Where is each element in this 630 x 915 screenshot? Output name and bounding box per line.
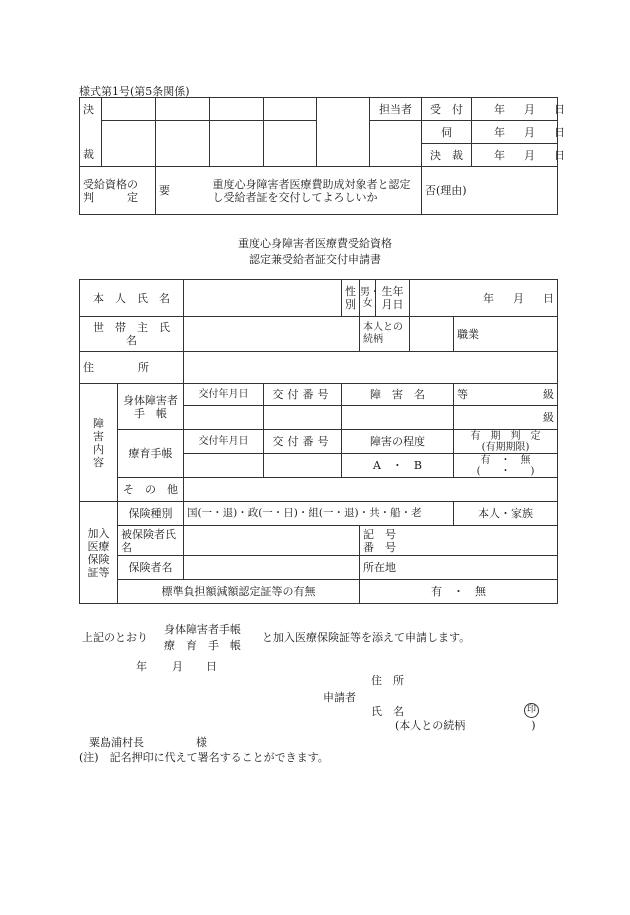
cert-label: 標準負担額減額認定証等の有無 (118, 580, 360, 604)
stamp-cell[interactable] (156, 121, 210, 167)
inquiry-label: 伺 (422, 121, 472, 144)
job-label: 職業 (457, 327, 479, 341)
issue-no-input[interactable] (264, 406, 342, 430)
note: (注) 記名押印に代えて署名することができます。 (79, 751, 329, 764)
tantousha-label: 担当者 (370, 98, 422, 121)
stamp-cell[interactable] (102, 121, 156, 167)
page-title: 重度心身障害者医療費受給資格 認定兼受給者証交付申請書 (238, 237, 392, 266)
statement-prefix: 上記のとおり (82, 631, 148, 644)
application-table (79, 279, 558, 604)
inquiry-date[interactable]: 年 月 日 (472, 121, 558, 144)
judge-label: 受給資格の 判 定 (80, 167, 156, 215)
sex-options[interactable]: 男・女 (360, 280, 376, 317)
birth-date[interactable]: 年 月 日 (410, 280, 558, 317)
statement-books: 身体障害者手帳 療 育 手 帳 (164, 623, 241, 652)
sama-label: 様 (196, 736, 207, 749)
form-number: 様式第1号(第5条関係) (79, 85, 190, 98)
ryoiku-no-label: 交付番号 (264, 430, 342, 454)
disability-label: 障 害 内 容 (80, 384, 118, 502)
applicant-label: 申請者 (323, 691, 356, 704)
birth-label: 生年月日 (376, 280, 410, 317)
stamp-cell[interactable] (210, 121, 264, 167)
approval-table (79, 97, 565, 215)
stamp-cell[interactable] (210, 98, 264, 121)
symbol-number[interactable]: 記 号 番 号 (360, 526, 558, 556)
stamp-cell[interactable] (264, 98, 317, 121)
stamp-cell[interactable] (156, 98, 210, 121)
receipt-label: 受 付 (422, 98, 472, 121)
address-input[interactable] (184, 352, 558, 384)
yes-label: 要 (156, 167, 210, 215)
job-field[interactable] (454, 317, 558, 352)
disability-name-label: 障 害 名 (342, 384, 454, 406)
decision-label: 決 裁 (422, 144, 472, 167)
severity-label: 障害の程度 (342, 430, 454, 454)
other-input[interactable] (184, 478, 558, 502)
decision-date[interactable]: 年 月 日 (472, 144, 558, 167)
householder-input[interactable] (184, 317, 360, 352)
name-label: 本 人 氏 名 (80, 280, 184, 317)
insured-input[interactable] (184, 526, 360, 556)
tantousha-stamp[interactable] (370, 121, 422, 167)
disability-name-input[interactable] (342, 406, 454, 430)
address-label: 住 所 (80, 352, 184, 384)
insurer-input[interactable] (184, 556, 360, 580)
householder-label: 世 帯 主 氏 名 (80, 317, 184, 352)
mayor-label: 粟島浦村長 (89, 736, 144, 749)
applicant-name-label: 氏 名 (371, 705, 404, 718)
cert-value[interactable]: 有 ・ 無 (360, 580, 558, 604)
other-label: そ の 他 (118, 478, 184, 502)
ryoiku-date-input[interactable] (184, 454, 264, 478)
location-field[interactable]: 所在地 (360, 556, 558, 580)
stamp-cell[interactable] (264, 121, 317, 167)
grade-field[interactable]: 等 級 (454, 384, 558, 406)
ins-person[interactable]: 本人・家族 (454, 502, 558, 526)
validity-label: 有 期 判 定 (有期期限) (454, 430, 558, 454)
ins-type-label: 保険種別 (118, 502, 184, 526)
no-reason[interactable]: 否(理由) (422, 167, 558, 215)
issue-date-input[interactable] (184, 406, 264, 430)
physical-book-label: 身体障害者 手 帳 (118, 384, 184, 430)
ryoiku-label: 療育手帳 (118, 430, 184, 478)
insurer-label: 保険者名 (118, 556, 184, 580)
kessai-bottom: 裁 (80, 144, 102, 167)
issue-date-label: 交付年月日 (184, 384, 264, 406)
relation-input[interactable] (410, 317, 454, 352)
ins-types[interactable]: 国(一・退)・政(一・日)・組(一・退)・共・船・老 (184, 502, 454, 526)
applicant-relation: (本人との続柄 ) (395, 719, 536, 732)
apply-year[interactable]: 年 (136, 660, 147, 673)
applicant-address-label: 住 所 (371, 674, 404, 687)
grade-input[interactable]: 級 (454, 406, 558, 430)
seal-icon: 印 (524, 702, 539, 718)
severity-ab[interactable]: A ・ B (342, 454, 454, 478)
relation-label: 本人との続柄 (360, 317, 410, 352)
apply-month[interactable]: 月 (172, 660, 183, 673)
issue-no-label: 交付番号 (264, 384, 342, 406)
validity-umu[interactable]: 有 ・ 無 ( ・ ) (454, 454, 558, 478)
name-input[interactable] (184, 280, 342, 317)
receipt-date[interactable]: 年 月 日 (472, 98, 558, 121)
stamp-cell[interactable] (102, 98, 156, 121)
statement-suffix: と加入医療保険証等を添えて申請します。 (262, 631, 471, 644)
yes-text: 重度心身障害者医療費助成対象者と認定し受給者証を交付してよろしいか (210, 167, 422, 215)
apply-day[interactable]: 日 (206, 660, 217, 673)
insured-label: 被保険者氏 名 (118, 526, 184, 556)
ryoiku-no-input[interactable] (264, 454, 342, 478)
ryoiku-date-label: 交付年月日 (184, 430, 264, 454)
kessai-top: 決 (80, 98, 102, 121)
insurance-label: 加入医療保険証等 (80, 502, 118, 604)
sex-label: 性別 (342, 280, 360, 317)
